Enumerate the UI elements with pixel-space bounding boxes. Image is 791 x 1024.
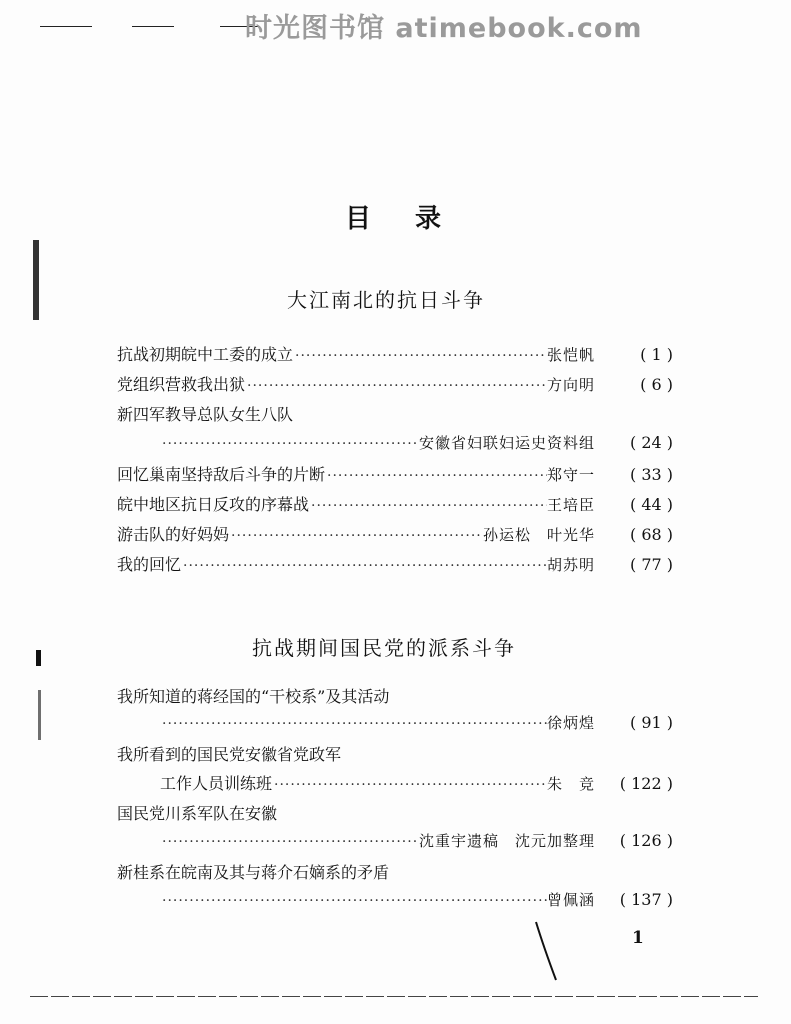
header-rule-1 (40, 26, 92, 27)
entry-author: 曾佩涵 (546, 891, 595, 909)
toc-entry (160, 712, 673, 738)
entry-author: 朱 竞 (546, 775, 595, 793)
entry-page: ( 77 ) (629, 555, 673, 574)
leader-dots (309, 498, 547, 514)
margin-mark (33, 240, 39, 320)
entry-page: ( 6 ) (640, 375, 673, 394)
toc-entry (160, 432, 673, 458)
entry-title: 我的回忆 (117, 555, 182, 574)
leader-dots (229, 528, 483, 544)
leader-dots (160, 893, 547, 909)
entry-author: 安徽省妇联妇运史资料组 (418, 434, 595, 452)
section-heading: 大江南北的抗日斗争 (287, 288, 485, 312)
entry-page: ( 33 ) (629, 465, 673, 484)
section-heading: 抗战期间国民党的派系斗争 (252, 636, 516, 660)
leader-dots (160, 436, 419, 452)
entry-title: 游击队的好妈妈 (117, 525, 230, 544)
entry-title: 回忆巢南坚持敌后斗争的片断 (117, 465, 326, 484)
entry-page: ( 126 ) (619, 831, 673, 850)
toc-entry (117, 552, 673, 578)
toc-entry (160, 830, 673, 856)
leader-dots (160, 834, 419, 850)
leader-dots (245, 378, 547, 394)
entry-title: 国民党川系军队在安徽 (117, 804, 278, 823)
toc-entry (117, 492, 673, 518)
watermark: 时光图书馆 atimebook.com (245, 13, 643, 44)
toc-entry (117, 462, 673, 488)
entry-title: 我所看到的国民党安徽省党政军 (117, 745, 342, 764)
entry-page: ( 24 ) (629, 433, 673, 452)
entry-title: 皖中地区抗日反攻的序幕战 (117, 495, 310, 514)
entry-page: ( 137 ) (619, 890, 673, 909)
entry-title: 抗战初期皖中工委的成立 (117, 345, 294, 364)
entry-title: 党组织营救我出狱 (117, 375, 246, 394)
entry-author: 徐炳煌 (546, 714, 595, 732)
page-title: 目录 (345, 204, 486, 234)
toc-entry (117, 372, 673, 398)
toc-entry (117, 522, 673, 548)
entry-author: 胡苏明 (546, 556, 595, 574)
leader-dots (272, 777, 547, 793)
leader-dots (325, 468, 547, 484)
page-number: 1 (632, 928, 644, 948)
leader-dots (293, 348, 547, 364)
toc-entry (160, 771, 673, 797)
entry-author: 郑守一 (546, 466, 595, 484)
margin-mark (38, 690, 41, 740)
entry-author: 孙运松 叶光华 (482, 526, 595, 544)
entry-title: 新四军教导总队女生八队 (117, 405, 294, 424)
leader-dots (181, 558, 547, 574)
entry-author: 王培臣 (546, 496, 595, 514)
leader-dots (160, 716, 547, 732)
entry-author: 张恺帆 (546, 346, 595, 364)
header-rule-2 (132, 26, 174, 27)
entry-page: ( 68 ) (629, 525, 673, 544)
entry-author: 方向明 (546, 376, 595, 394)
scan-stroke (530, 918, 570, 988)
toc-entry (160, 889, 673, 915)
entry-page: ( 91 ) (629, 713, 673, 732)
entry-title: 我所知道的蒋经国的“干校系”及其活动 (117, 687, 390, 706)
entry-title: 新桂系在皖南及其与蒋介石嫡系的矛盾 (117, 863, 390, 882)
entry-author: 沈重宇遗稿 沈元加整理 (418, 832, 595, 850)
margin-mark (36, 650, 41, 666)
bottom-rule (30, 996, 758, 997)
entry-page: ( 1 ) (640, 345, 673, 364)
entry-title: 工作人员训练班 (160, 774, 273, 793)
entry-page: ( 44 ) (629, 495, 673, 514)
toc-entry (117, 342, 673, 368)
entry-page: ( 122 ) (619, 774, 673, 793)
